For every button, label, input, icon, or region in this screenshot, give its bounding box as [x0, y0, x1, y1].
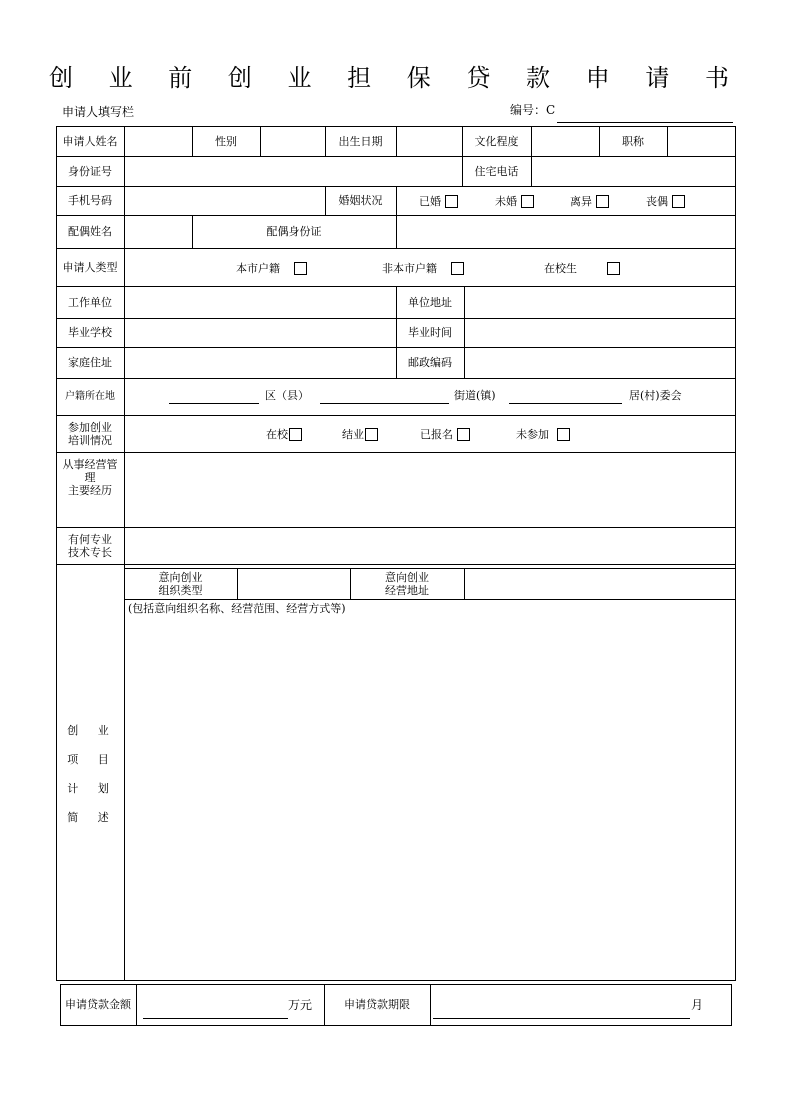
option-label: 在校 — [266, 428, 288, 441]
household-registration-label: 户籍所在地 — [65, 391, 115, 402]
checkbox[interactable] — [557, 428, 570, 441]
marital-option-unmarried[interactable] — [495, 193, 534, 209]
graduation-time-field[interactable] — [465, 319, 734, 346]
loan-term-unit: 月 — [691, 998, 704, 1012]
mobile-field[interactable] — [125, 187, 324, 214]
training-option-registered[interactable] — [420, 426, 470, 442]
home-phone-label: 住宅电话 — [474, 164, 519, 178]
expertise-label — [56, 527, 124, 564]
checkbox[interactable] — [607, 262, 620, 275]
side-label-line: 创 业 — [67, 724, 117, 737]
label-line: 参加创业 — [68, 420, 112, 434]
marital-option-widowed[interactable] — [646, 193, 685, 209]
label-line: 理 — [84, 471, 96, 484]
checkbox[interactable] — [294, 262, 307, 275]
marital-option-divorced[interactable] — [570, 193, 609, 209]
loan-amount-unit: 万元 — [288, 998, 313, 1012]
birth-date-field[interactable] — [397, 127, 461, 155]
label-line: 技术专长 — [68, 545, 112, 559]
option-label: 已报名 — [420, 428, 453, 441]
label-line: 有何专业 — [68, 532, 112, 546]
page-title: 创 业 前 创 业 担 保 贷 款 申 请 书 — [49, 64, 743, 92]
employer-field[interactable] — [125, 287, 395, 317]
checkbox[interactable] — [521, 195, 534, 208]
management-experience-label — [56, 458, 124, 508]
applicant-type-label: 申请人类型 — [62, 260, 118, 274]
committee-field[interactable] — [509, 403, 622, 404]
district-field[interactable] — [169, 403, 259, 404]
home-address-label: 家庭住址 — [68, 356, 112, 369]
home-address-field[interactable] — [125, 348, 395, 377]
checkbox[interactable] — [672, 195, 685, 208]
gender-label: 性别 — [215, 134, 237, 148]
education-label: 文化程度 — [474, 134, 519, 148]
option-label: 已婚 — [419, 195, 441, 208]
checkbox[interactable] — [289, 428, 302, 441]
street-field[interactable] — [320, 403, 449, 404]
training-option-in-school[interactable] — [266, 426, 302, 442]
employer-label: 工作单位 — [68, 295, 112, 309]
spouse-id-field[interactable] — [397, 216, 734, 247]
label-line: 从事经营管 — [62, 458, 118, 471]
spouse-id-label: 配偶身份证 — [266, 225, 322, 238]
training-option-not-attended[interactable] — [516, 426, 570, 442]
plan-hint: (包括意向组织名称、经营范围、经营方式等) — [128, 602, 346, 615]
side-label-line: 项 目 — [67, 753, 117, 766]
serial-number-label: 编号：C — [510, 103, 556, 117]
business-plan-field[interactable] — [125, 616, 734, 979]
home-phone-field[interactable] — [532, 157, 734, 185]
option-label: 本市户籍 — [236, 262, 280, 275]
checkbox[interactable] — [457, 428, 470, 441]
side-label-line: 计 划 — [67, 782, 117, 795]
expertise-field[interactable] — [125, 528, 734, 563]
side-label-line: 简 述 — [67, 811, 117, 824]
option-label: 未婚 — [495, 195, 517, 208]
professional-title-label: 职称 — [622, 134, 644, 148]
label-line: 意向创业 — [158, 570, 203, 584]
checkbox[interactable] — [445, 195, 458, 208]
employer-address-label: 单位地址 — [408, 295, 452, 309]
spouse-name-label: 配偶姓名 — [68, 225, 112, 238]
id-number-field[interactable] — [125, 157, 461, 185]
employer-address-field[interactable] — [465, 287, 734, 317]
org-type-label — [124, 568, 237, 599]
label-line: 主要经历 — [68, 484, 112, 497]
education-field[interactable] — [532, 127, 598, 155]
option-label: 非本市户籍 — [382, 262, 437, 275]
id-number-label: 身份证号 — [68, 164, 112, 178]
spouse-name-field[interactable] — [125, 216, 191, 247]
option-label: 结业 — [342, 428, 364, 441]
street-label: 街道(镇) — [454, 389, 496, 402]
option-label: 丧偶 — [646, 195, 668, 208]
mobile-label: 手机号码 — [68, 194, 112, 207]
graduation-time-label: 毕业时间 — [408, 326, 452, 339]
business-address-label — [350, 568, 464, 599]
type-option-nonlocal[interactable] — [382, 260, 464, 276]
postcode-label: 邮政编码 — [408, 356, 452, 369]
training-status-label — [56, 415, 124, 452]
serial-number-field[interactable] — [557, 122, 733, 123]
postcode-field[interactable] — [465, 348, 734, 377]
school-field[interactable] — [125, 319, 395, 346]
birth-date-label: 出生日期 — [338, 134, 383, 148]
gender-field[interactable] — [261, 127, 324, 155]
loan-term-label: 申请贷款期限 — [344, 998, 410, 1011]
org-type-field[interactable] — [238, 569, 349, 598]
label-line: 培训情况 — [68, 433, 112, 447]
checkbox[interactable] — [451, 262, 464, 275]
committee-label: 居(村)委会 — [629, 389, 682, 402]
label-line: 意向创业 — [385, 570, 429, 584]
loan-term-field[interactable] — [433, 1018, 690, 1019]
loan-amount-field[interactable] — [143, 1018, 288, 1019]
option-label: 未参加 — [516, 428, 549, 441]
district-label: 区（县） — [265, 389, 309, 402]
business-address-field[interactable] — [465, 569, 734, 598]
applicant-name-label: 申请人姓名 — [62, 134, 118, 148]
school-label: 毕业学校 — [68, 326, 112, 339]
type-option-student[interactable] — [544, 260, 620, 276]
option-label: 在校生 — [544, 262, 577, 275]
applicant-name-field[interactable] — [125, 127, 191, 155]
checkbox[interactable] — [596, 195, 609, 208]
management-experience-field[interactable] — [125, 453, 734, 526]
business-plan-side-label — [62, 716, 122, 832]
professional-title-field[interactable] — [668, 127, 734, 155]
type-option-local[interactable] — [236, 260, 307, 276]
checkbox[interactable] — [365, 428, 378, 441]
label-line: 经营地址 — [385, 583, 429, 597]
marital-option-married[interactable] — [419, 193, 458, 209]
loan-amount-label: 申请贷款金额 — [65, 998, 131, 1011]
training-option-completed[interactable] — [342, 426, 378, 442]
section-label: 申请人填写栏 — [62, 105, 135, 119]
label-line: 组织类型 — [158, 583, 203, 597]
option-label: 离异 — [570, 195, 592, 208]
marital-status-label: 婚姻状况 — [338, 194, 383, 207]
